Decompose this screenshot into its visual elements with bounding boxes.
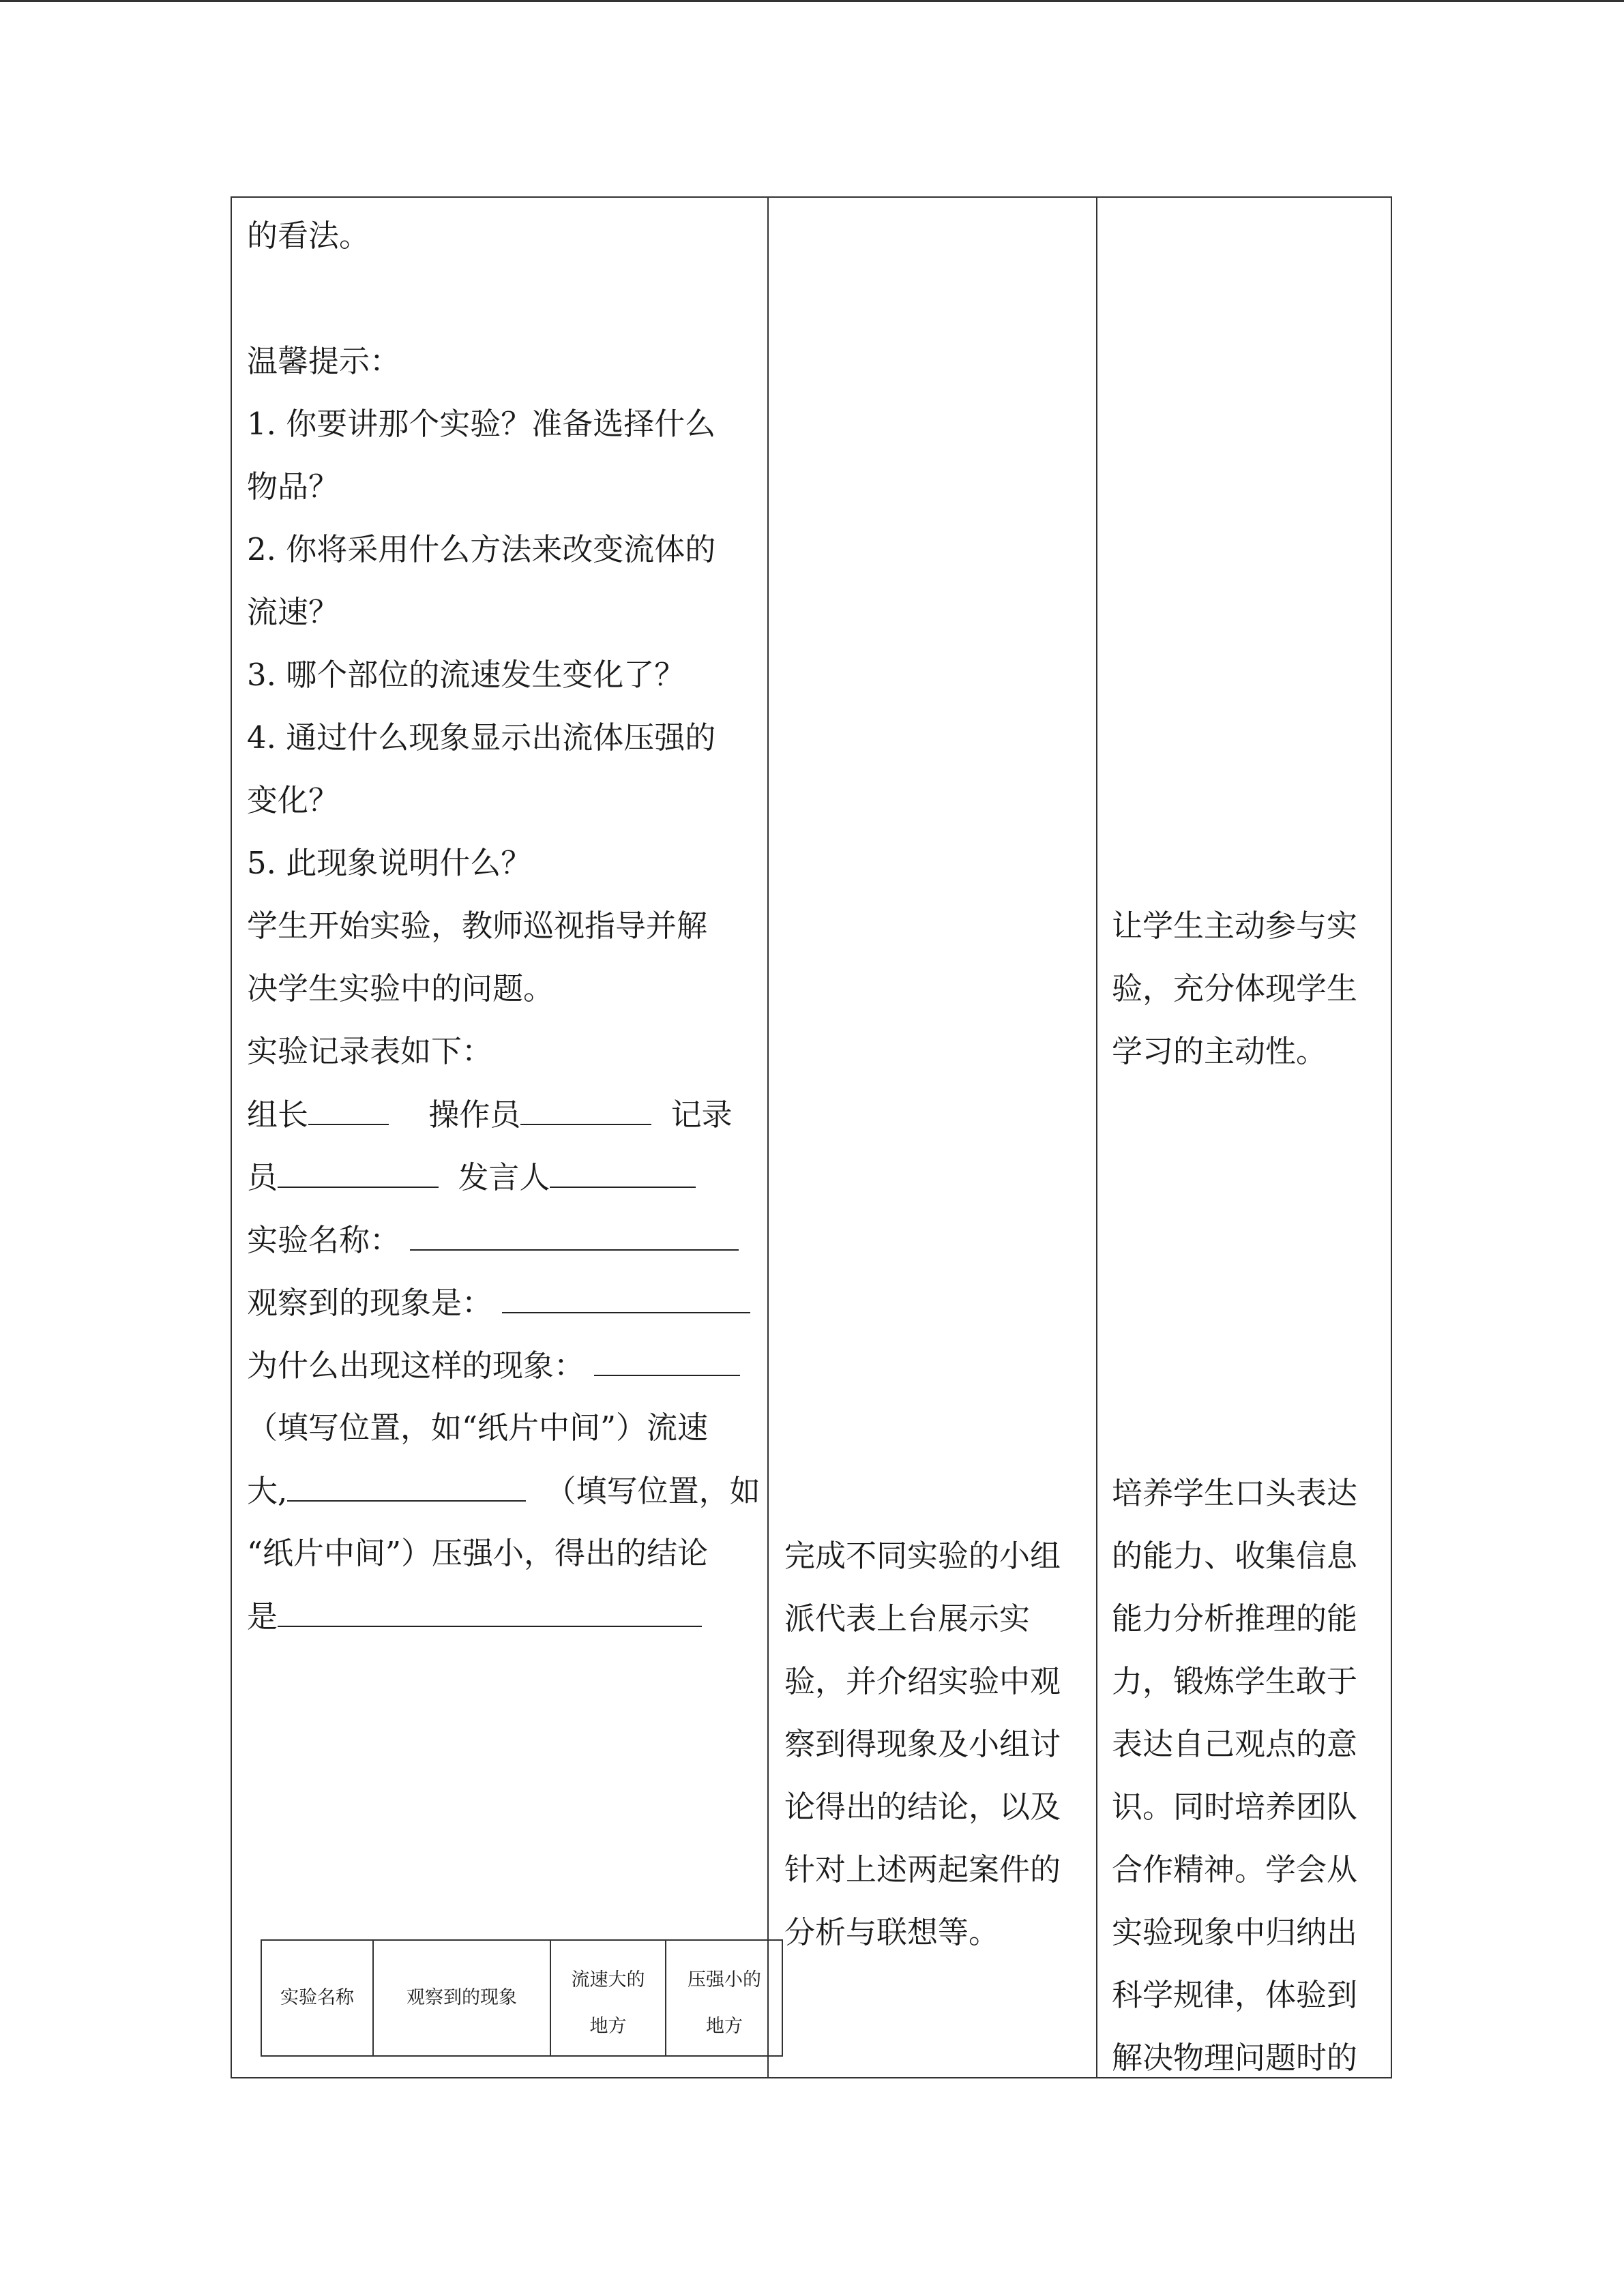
experiment-name-label: 实验名称： — [247, 1222, 401, 1258]
header-line: 地方 — [706, 2016, 743, 2037]
tip-item-4: 4. 通过什么现象显示出流体压强的 — [247, 719, 716, 756]
header-line: 压强小的 — [688, 1969, 761, 1991]
text-line: 学习的主动性。 — [1112, 1033, 1327, 1069]
tip-heading: 温馨提示： — [247, 343, 401, 379]
tip-item-5: 5. 此现象说明什么？ — [247, 845, 532, 881]
text-line: 完成不同实验的小组 — [784, 1538, 1061, 1574]
record-table-header-low-pressure — [666, 1957, 782, 2050]
header-line: 地方 — [589, 2016, 627, 2037]
text-line: 让学生主动参与实 — [1112, 908, 1358, 944]
text-fragment: 大, — [247, 1473, 288, 1509]
position-blank[interactable] — [287, 1470, 526, 1502]
text-line: 能力分析推理的能 — [1112, 1600, 1358, 1637]
recorder-label: 记录 — [670, 1097, 733, 1133]
column-divider-2 — [1096, 196, 1097, 2078]
phenomenon-line — [247, 1282, 750, 1324]
text-line: 派代表上台展示实 — [784, 1600, 1031, 1637]
phenomenon-label: 观察到的现象是： — [247, 1285, 493, 1321]
tip-item-2: 2. 你将采用什么方法来改变流体的 — [247, 531, 716, 567]
text-line: 识。同时培养团队 — [1112, 1789, 1358, 1825]
text-line: 力，锻炼学生敢于 — [1112, 1663, 1358, 1699]
tip-item-1: 1. 你要讲那个实验？准备选择什么 — [247, 406, 716, 442]
record-table-header-fast-flow — [551, 1957, 665, 2050]
roles-line-2 — [247, 1157, 696, 1198]
tip-item-4-cont: 变化？ — [247, 782, 340, 818]
text-line: 验，充分体现学生 — [1112, 970, 1358, 1007]
text-line: 科学规律，体验到 — [1112, 1977, 1358, 2013]
text-line: 合作精神。学会从 — [1112, 1851, 1358, 1888]
recorder-blank[interactable] — [278, 1157, 439, 1188]
page-top-rule — [0, 0, 1624, 2]
speaker-label: 发言人 — [458, 1159, 550, 1195]
text-line: 学生开始实验，教师巡视指导并解 — [247, 908, 708, 944]
conclusion-blank[interactable] — [278, 1596, 702, 1627]
text-line: 培养学生口头表达 — [1112, 1475, 1358, 1511]
leader-label: 组长 — [247, 1097, 309, 1133]
experiment-name-blank[interactable] — [410, 1219, 739, 1251]
reason-label: 为什么出现这样的现象： — [247, 1347, 585, 1384]
text-line: （填写位置，如“纸片中间”）流速 — [247, 1410, 709, 1446]
tip-item-1-cont: 物品？ — [247, 468, 340, 505]
leader-blank[interactable] — [308, 1094, 389, 1125]
pressure-line — [247, 1470, 761, 1512]
operator-label: 操作员 — [428, 1097, 521, 1133]
text-line: 针对上述两起案件的 — [784, 1851, 1061, 1888]
record-heading: 实验记录表如下： — [247, 1033, 493, 1069]
phenomenon-blank[interactable] — [502, 1282, 750, 1313]
design-intent-a — [1112, 895, 1357, 1083]
text-line: 察到得现象及小组讨 — [784, 1726, 1061, 1762]
tip-item-2-cont: 流速？ — [247, 594, 340, 630]
conclusion-line — [247, 1596, 702, 1637]
text-line: 表达自己观点的意 — [1112, 1726, 1358, 1762]
roles-line — [247, 1094, 733, 1135]
text-fragment: （填写位置，如 — [545, 1473, 761, 1509]
operator-blank[interactable] — [520, 1094, 651, 1125]
tip-item-3: 3. 哪个部位的流速发生变化了？ — [247, 657, 685, 693]
text-line: 决学生实验中的问题。 — [247, 970, 555, 1007]
text-line: 实验现象中归纳出 — [1112, 1914, 1358, 1950]
record-table-header-phenomenon: 观察到的现象 — [407, 1987, 517, 2008]
design-intent-b — [1112, 1462, 1357, 2089]
text-line: 的能力、收集信息 — [1112, 1538, 1358, 1574]
record-table-header-name: 实验名称 — [280, 1987, 354, 2008]
reason-line — [247, 1345, 740, 1386]
experiment-name-line — [247, 1219, 739, 1261]
student-activity — [784, 1525, 1061, 1964]
header-line: 流速大的 — [571, 1969, 645, 1991]
column-divider-1 — [767, 196, 769, 2078]
reason-blank[interactable] — [594, 1345, 740, 1376]
text-line: 分析与联想等。 — [784, 1914, 1000, 1950]
recorder-label-cont: 员 — [247, 1159, 278, 1195]
text-line: 解决物理问题时的 — [1112, 2040, 1358, 2076]
conclusion-label: 是 — [247, 1598, 278, 1635]
text-line: 论得出的结论，以及 — [784, 1789, 1061, 1825]
text-line: 验，并介绍实验中观 — [784, 1663, 1061, 1699]
text-line: “纸片中间”）压强小，得出的结论 — [247, 1535, 709, 1571]
speaker-blank[interactable] — [550, 1157, 696, 1188]
text-line: 的看法。 — [247, 218, 370, 254]
